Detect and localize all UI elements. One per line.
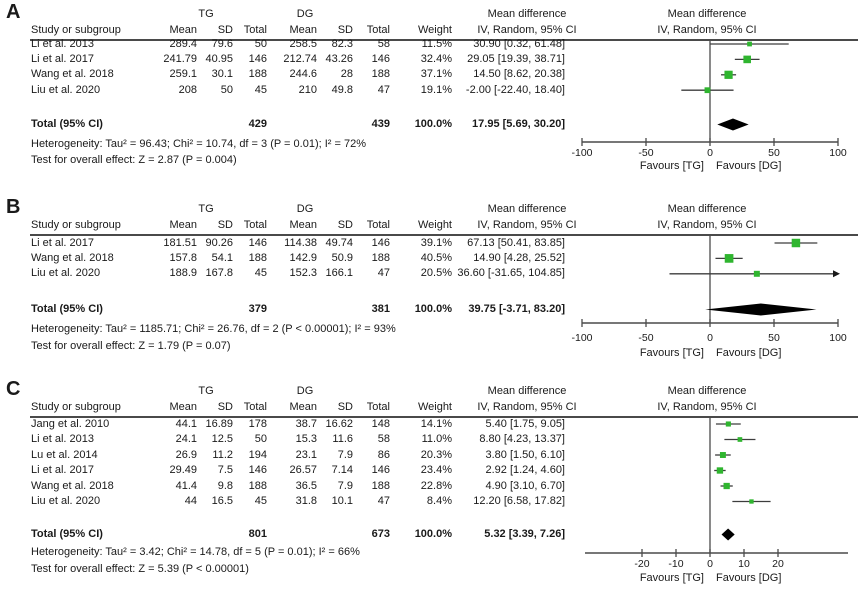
tg-sd: 12.5	[211, 433, 233, 445]
tg-mean: 241.79	[163, 52, 197, 65]
tg-mean: 44	[184, 495, 197, 507]
study-name: Wang et al. 2018	[31, 479, 114, 492]
dg-mean: 23.1	[295, 448, 317, 461]
md-column-header-line2: IV, Random, 95% CI	[477, 24, 577, 36]
md-ci: -2.00 [-22.40, 18.40]	[465, 83, 565, 96]
total-dg-n: 381	[371, 303, 390, 315]
favours-left-label: Favours [TG]	[639, 347, 704, 359]
dg-sd: 43.26	[325, 52, 353, 65]
dg-total: 47	[377, 495, 390, 507]
panel-a	[0, 0, 860, 193]
tick-label: 50	[768, 147, 780, 159]
tg-sd-header: SD	[217, 219, 233, 231]
total-ci: 5.32 [3.39, 7.26]	[484, 528, 565, 540]
md-column-header-line1: Mean difference	[487, 203, 567, 215]
tg-total: 45	[254, 83, 267, 96]
effect-square	[717, 467, 723, 473]
dg-sd: 16.62	[325, 417, 353, 430]
total-label: Total (95% CI)	[31, 528, 103, 540]
group2-header: DG	[296, 385, 314, 397]
dg-sd: 10.1	[331, 495, 353, 507]
tick-label: 100	[829, 147, 847, 159]
dg-sd-header: SD	[337, 401, 353, 413]
tick-label: 10	[738, 558, 750, 570]
effect-square	[738, 437, 743, 442]
dg-mean: 38.7	[295, 417, 317, 430]
dg-total: 86	[377, 448, 390, 461]
tg-mean-header: Mean	[169, 401, 197, 413]
panel-label: C	[6, 378, 21, 400]
tg-mean: 29.49	[169, 464, 197, 476]
study-column-header: Study or subgroup	[31, 24, 121, 36]
tick-label: -10	[668, 558, 684, 570]
tg-mean: 289.4	[169, 37, 197, 50]
total-dg-n: 673	[371, 528, 390, 540]
total-label: Total (95% CI)	[31, 303, 103, 315]
md-ci: 2.92 [1.24, 4.60]	[485, 464, 565, 476]
forest-plot-canvas	[0, 377, 860, 591]
dg-mean: 244.6	[289, 68, 317, 81]
group1-header: TG	[198, 385, 214, 397]
tg-total: 188	[248, 479, 267, 492]
dg-mean-header: Mean	[289, 219, 317, 231]
tg-sd: 54.1	[211, 251, 233, 264]
weight: 11.0%	[421, 433, 452, 445]
tg-sd: 11.2	[212, 448, 233, 461]
study-name: Li et al. 2017	[31, 464, 94, 476]
dg-sd: 7.9	[337, 448, 353, 461]
tg-mean: 157.8	[169, 251, 197, 264]
study-column-header: Study or subgroup	[31, 219, 121, 231]
md-column-header-line1: Mean difference	[487, 8, 567, 20]
effect-square	[705, 87, 711, 93]
effect-square	[720, 452, 726, 458]
favours-right-label: Favours [DG]	[716, 572, 782, 584]
dg-mean: 114.38	[284, 236, 317, 249]
tg-sd-header: SD	[217, 401, 233, 413]
plot-header-line2: IV, Random, 95% CI	[657, 24, 757, 36]
total-dg-n: 439	[371, 118, 390, 130]
effect-square	[724, 71, 732, 79]
study-column-header: Study or subgroup	[31, 401, 121, 413]
tick-label: -50	[638, 147, 654, 159]
tg-total: 178	[248, 417, 267, 430]
study-name: Li et al. 2017	[31, 52, 94, 65]
dg-total: 188	[371, 251, 390, 264]
tg-mean: 44.1	[175, 417, 197, 430]
group1-header: TG	[198, 8, 214, 20]
weight: 32.4%	[420, 52, 452, 65]
tg-sd: 16.89	[205, 417, 233, 430]
dg-total-header: Total	[366, 24, 390, 36]
md-ci: 3.80 [1.50, 6.10]	[485, 448, 565, 461]
dg-mean: 212.74	[283, 52, 317, 65]
plot-header-line1: Mean difference	[667, 203, 747, 215]
forest-plot-canvas	[0, 0, 860, 193]
dg-total-header: Total	[366, 401, 390, 413]
dg-sd: 166.1	[325, 267, 353, 280]
weight: 8.4%	[426, 495, 452, 507]
favours-right-label: Favours [DG]	[716, 347, 782, 359]
study-name: Li et al. 2013	[31, 433, 94, 445]
pooled-diamond	[717, 119, 748, 131]
study-name: Jang et al. 2010	[31, 417, 110, 430]
dg-mean: 31.8	[295, 495, 317, 507]
md-column-header-line2: IV, Random, 95% CI	[477, 401, 577, 413]
tg-total: 194	[248, 448, 267, 461]
study-name: Li et al. 2017	[31, 236, 94, 249]
tg-total-header: Total	[243, 24, 267, 36]
dg-mean: 36.5	[295, 479, 317, 492]
tg-total: 45	[254, 495, 267, 507]
md-ci: 30.90 [0.32, 61.48]	[473, 37, 565, 50]
overall-effect-line: Test for overall effect: Z = 1.79 (P = 0.07)	[31, 340, 231, 352]
tg-mean: 259.1	[169, 68, 197, 81]
study-name: Wang et al. 2018	[31, 68, 114, 81]
panel-label: A	[6, 1, 21, 23]
study-name: Liu et al. 2020	[31, 267, 101, 280]
effect-square	[724, 483, 730, 489]
dg-total: 58	[377, 37, 390, 50]
tick-label: -100	[571, 147, 593, 159]
plot-header-line1: Mean difference	[667, 385, 747, 397]
total-tg-n: 801	[248, 528, 267, 540]
dg-total: 47	[377, 83, 390, 96]
tg-mean-header: Mean	[169, 24, 197, 36]
tg-mean: 188.9	[169, 267, 197, 280]
dg-mean-header: Mean	[289, 401, 317, 413]
dg-total: 188	[371, 68, 390, 81]
pooled-diamond	[705, 304, 816, 316]
effect-square	[754, 271, 760, 277]
md-column-header-line2: IV, Random, 95% CI	[477, 219, 577, 231]
tg-mean: 26.9	[175, 448, 197, 461]
tg-total: 146	[248, 52, 267, 65]
tick-label: -50	[638, 332, 654, 344]
dg-total: 146	[371, 236, 390, 249]
dg-sd-header: SD	[337, 219, 353, 231]
tick-label: 0	[707, 147, 713, 159]
weight: 19.1%	[420, 83, 452, 96]
dg-sd: 49.74	[325, 236, 353, 249]
dg-total-header: Total	[366, 219, 390, 231]
weight: 23.4%	[420, 464, 452, 476]
tg-sd: 90.26	[205, 236, 233, 249]
effect-square	[749, 499, 753, 503]
weight: 40.5%	[420, 251, 452, 264]
tg-total: 146	[248, 236, 267, 249]
study-name: Lu et al. 2014	[31, 448, 98, 461]
total-ci: 17.95 [5.69, 30.20]	[472, 118, 565, 130]
tg-sd: 9.8	[217, 479, 233, 492]
effect-square	[743, 56, 751, 64]
dg-total: 58	[377, 433, 390, 445]
md-ci: 8.80 [4.23, 13.37]	[479, 433, 565, 445]
dg-sd: 49.8	[331, 83, 353, 96]
tg-sd-header: SD	[217, 24, 233, 36]
md-ci: 67.13 [50.41, 83.85]	[467, 236, 565, 249]
dg-sd: 82.3	[331, 37, 353, 50]
md-ci: 12.20 [6.58, 17.82]	[473, 495, 565, 507]
dg-sd: 11.6	[332, 433, 353, 445]
dg-total: 146	[371, 464, 390, 476]
tg-mean: 24.1	[175, 433, 197, 445]
group1-header: TG	[198, 203, 214, 215]
tick-label: 100	[829, 332, 847, 344]
weight: 11.5%	[421, 37, 452, 50]
group2-header: DG	[296, 8, 314, 20]
tg-sd: 50	[220, 83, 233, 96]
weight: 39.1%	[420, 236, 452, 249]
favours-left-label: Favours [TG]	[639, 160, 704, 172]
dg-sd: 28	[340, 68, 353, 81]
panel-label: B	[6, 196, 21, 218]
panel-b	[0, 195, 860, 377]
tg-total: 188	[248, 251, 267, 264]
tg-sd: 79.6	[211, 37, 233, 50]
tg-total: 50	[254, 433, 267, 445]
dg-mean-header: Mean	[289, 24, 317, 36]
total-tg-n: 429	[248, 118, 267, 130]
tg-sd: 40.95	[205, 52, 233, 65]
weight: 22.8%	[420, 479, 452, 492]
study-name: Liu et al. 2020	[31, 83, 101, 96]
weight: 37.1%	[420, 68, 452, 81]
weight-header: Weight	[417, 24, 452, 36]
tg-sd: 167.8	[205, 267, 233, 280]
tg-total: 45	[254, 267, 267, 280]
total-label: Total (95% CI)	[31, 118, 103, 130]
weight-header: Weight	[417, 401, 452, 413]
md-ci: 14.50 [8.62, 20.38]	[473, 68, 565, 81]
tg-sd: 7.5	[217, 464, 233, 476]
weight-header: Weight	[417, 219, 452, 231]
tg-total: 146	[248, 464, 267, 476]
effect-square	[726, 421, 731, 426]
tg-sd: 16.5	[211, 495, 233, 507]
md-column-header-line1: Mean difference	[487, 385, 567, 397]
tick-label: 0	[707, 558, 713, 570]
overall-effect-line: Test for overall effect: Z = 2.87 (P = 0.004)	[31, 154, 237, 166]
dg-mean: 152.3	[289, 267, 317, 280]
dg-total: 47	[377, 267, 390, 280]
tg-mean: 41.4	[175, 479, 197, 492]
heterogeneity-line: Heterogeneity: Tau² = 3.42; Chi² = 14.78, df = 5 (P = 0.01); I² = 66%	[31, 546, 360, 558]
favours-right-label: Favours [DG]	[716, 160, 782, 172]
dg-sd: 7.14	[331, 464, 353, 476]
effect-square	[725, 254, 734, 263]
tg-total-header: Total	[243, 219, 267, 231]
dg-total: 146	[371, 52, 390, 65]
dg-total: 148	[371, 417, 390, 430]
dg-sd: 50.9	[331, 251, 353, 264]
study-name: Li et al. 2013	[31, 37, 94, 50]
md-ci: 29.05 [19.39, 38.71]	[467, 52, 565, 65]
tg-mean-header: Mean	[169, 219, 197, 231]
weight: 14.1%	[420, 417, 452, 430]
md-ci: 14.90 [4.28, 25.52]	[473, 251, 565, 264]
total-weight: 100.0%	[414, 528, 452, 540]
total-weight: 100.0%	[414, 303, 452, 315]
dg-total: 188	[371, 479, 390, 492]
plot-header-line2: IV, Random, 95% CI	[657, 219, 757, 231]
dg-mean: 210	[298, 83, 317, 96]
total-tg-n: 379	[248, 303, 267, 315]
study-name: Liu et al. 2020	[31, 495, 101, 507]
tick-label: 50	[768, 332, 780, 344]
tick-label: 0	[707, 332, 713, 344]
heterogeneity-line: Heterogeneity: Tau² = 96.43; Chi² = 10.74, df = 3 (P = 0.01); I² = 72%	[31, 138, 366, 150]
md-ci: 4.90 [3.10, 6.70]	[485, 479, 565, 492]
dg-sd-header: SD	[337, 24, 353, 36]
dg-mean: 258.5	[289, 37, 317, 50]
overall-effect-line: Test for overall effect: Z = 5.39 (P < 0.00001)	[31, 563, 249, 575]
heterogeneity-line: Heterogeneity: Tau² = 1185.71; Chi² = 26.76, df = 2 (P < 0.00001); I² = 93%	[31, 323, 396, 335]
dg-mean: 15.3	[295, 433, 317, 445]
tg-total-header: Total	[243, 401, 267, 413]
md-ci: 36.60 [-31.65, 104.85]	[457, 267, 565, 280]
tick-label: -20	[634, 558, 650, 570]
effect-square	[747, 42, 752, 47]
study-name: Wang et al. 2018	[31, 251, 114, 264]
panel-c	[0, 377, 860, 591]
plot-header-line2: IV, Random, 95% CI	[657, 401, 757, 413]
tg-total: 188	[248, 68, 267, 81]
tg-mean: 208	[178, 83, 197, 96]
tick-label: 20	[772, 558, 784, 570]
total-ci: 39.75 [-3.71, 83.20]	[468, 303, 565, 315]
pooled-diamond	[722, 529, 735, 541]
group2-header: DG	[296, 203, 314, 215]
effect-square	[792, 239, 800, 247]
ci-arrow-right-icon	[833, 270, 840, 277]
favours-left-label: Favours [TG]	[639, 572, 704, 584]
tick-label: -100	[571, 332, 593, 344]
tg-total: 50	[254, 37, 267, 50]
weight: 20.5%	[420, 267, 452, 280]
tg-sd: 30.1	[211, 68, 233, 81]
weight: 20.3%	[420, 448, 452, 461]
dg-mean: 26.57	[289, 464, 317, 476]
total-weight: 100.0%	[414, 118, 452, 130]
dg-sd: 7.9	[337, 479, 353, 492]
tg-mean: 181.51	[163, 236, 197, 249]
md-ci: 5.40 [1.75, 9.05]	[485, 417, 565, 430]
dg-mean: 142.9	[289, 251, 317, 264]
forest-plot-canvas	[0, 195, 860, 377]
plot-header-line1: Mean difference	[667, 8, 747, 20]
